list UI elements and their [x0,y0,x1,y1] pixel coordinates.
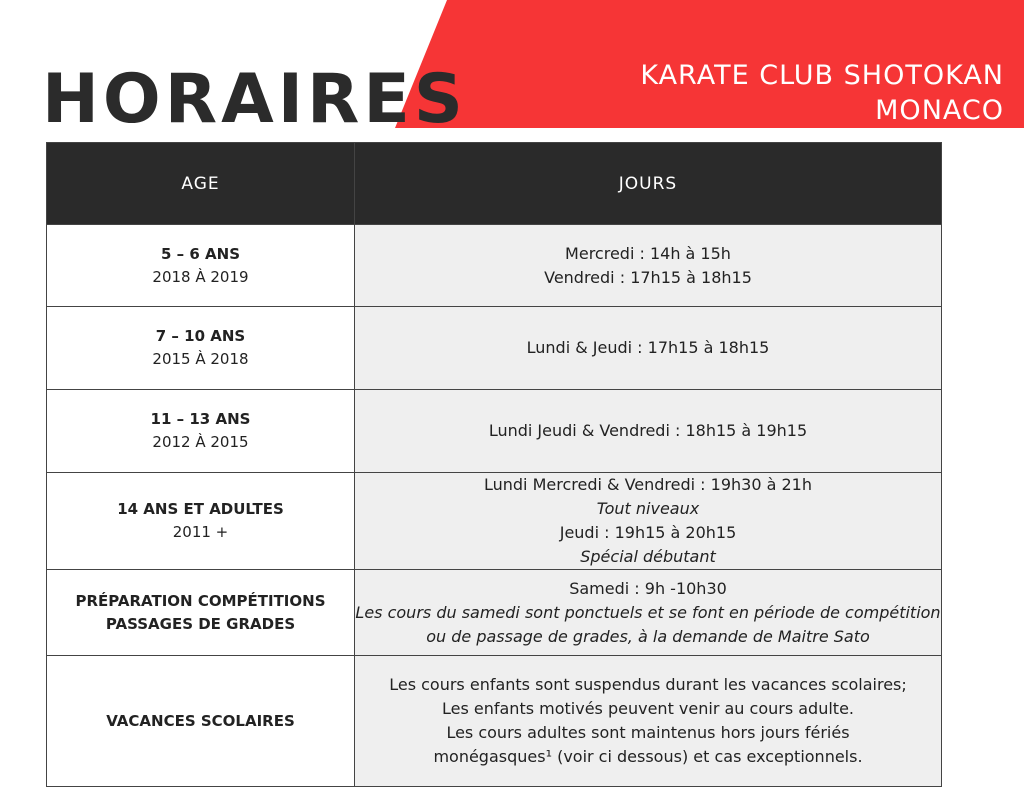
column-header-days: JOURS [355,143,942,225]
schedule-note: ou de passage de grades, à la demande de Maitre Sato [426,626,870,646]
days-cell [355,570,942,656]
schedule-line: Vendredi : 17h15 à 18h15 [544,267,752,287]
schedule-line: Les cours adultes sont maintenus hors jours fériés [446,723,850,742]
schedule-line [355,473,941,521]
level-note: Spécial débutant [580,547,716,566]
club-name-line2: MONACO [875,95,1004,126]
table-row [47,570,942,656]
schedule-line: Lundi Jeudi & Vendredi : 18h15 à 19h15 [488,421,808,440]
age-label: 5 – 6 ANS [160,244,240,263]
schedule-line: Les cours enfants sont suspendus durant les vacances scolaires; [389,675,907,694]
table-row [47,307,942,390]
column-header-age: AGE [47,143,355,225]
age-label: 14 ANS ET ADULTES [117,500,284,518]
age-cell [47,225,355,307]
birth-years: 2011 + [172,523,229,541]
schedule-line: monégasques¹ (voir ci dessous) et cas exceptionnels. [433,747,863,766]
age-label: PASSAGES DE GRADES [105,614,296,633]
days-cell [355,307,942,390]
schedule-line: Samedi : 9h -10h30 [569,578,727,598]
schedule-text: Lundi Mercredi & Vendredi : 19h30 à 21h [483,475,812,494]
birth-years: 2015 À 2018 [152,350,249,368]
age-label: 7 – 10 ANS [155,327,246,345]
schedule-line: Lundi & Jeudi : 17h15 à 18h15 [526,338,770,357]
schedule-line: Les enfants motivés peuvent venir au cours adulte. [441,699,854,718]
table-row [47,473,942,570]
age-label: 11 – 13 ANS [150,410,251,428]
page-title: HORAIRES [42,60,467,139]
table-row [47,390,942,473]
birth-years: 2012 À 2015 [152,433,249,451]
age-label: PRÉPARATION COMPÉTITIONS [75,591,326,610]
club-name [584,58,1004,128]
birth-years: 2018 À 2019 [152,267,249,286]
schedule-line: Mercredi : 14h à 15h [565,243,731,263]
age-cell [47,473,355,570]
days-cell [355,390,942,473]
age-cell [47,656,355,787]
schedule-line [355,521,941,569]
table-row [47,225,942,307]
schedule-note: Les cours du samedi sont ponctuels et se font en période de compétition [355,602,941,622]
days-cell [355,656,942,787]
schedule-text: Jeudi : 19h15 à 20h15 [559,523,737,542]
level-note: Tout niveaux [596,499,700,518]
days-cell [355,473,942,570]
days-cell [355,225,942,307]
table-header-row [47,143,942,225]
age-cell [47,307,355,390]
table-row [47,656,942,787]
club-name-line1: KARATE CLUB SHOTOKAN [640,60,1004,91]
schedule-table [46,142,942,787]
age-cell [47,390,355,473]
age-cell [47,570,355,656]
age-label: VACANCES SCOLAIRES [106,711,295,730]
